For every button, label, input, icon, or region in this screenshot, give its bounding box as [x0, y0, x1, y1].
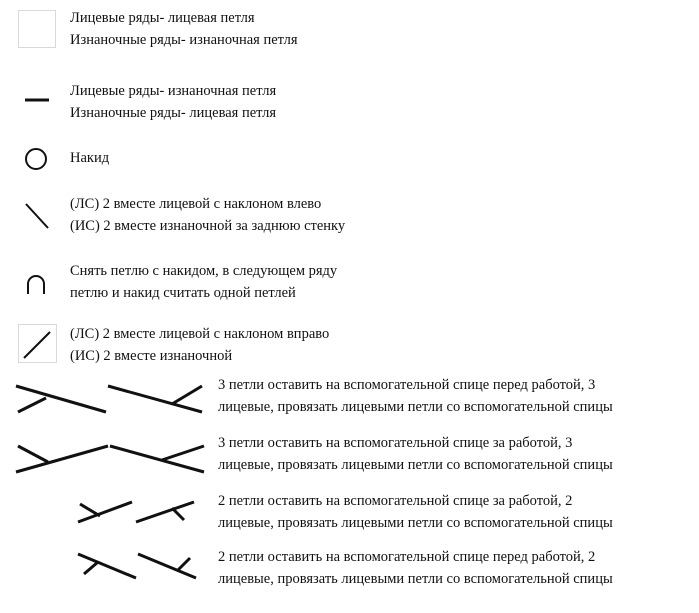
legend-item-cable-3x3-back [218, 432, 613, 476]
yarn-over-symbol [16, 144, 56, 174]
legend-text-line: Снять петлю с накидом, в следующем ряду [70, 263, 338, 279]
legend-text-line: Изнаночные ряды- изнаночная петля [70, 32, 298, 48]
decrease-right-symbol [18, 324, 58, 364]
legend-item-cable-2x2-front [218, 546, 613, 590]
legend-item-knit-stitch [70, 7, 298, 51]
purl-stitch-symbol [16, 88, 56, 112]
legend-text-line: Изнаночные ряды- лицевая петля [70, 105, 277, 121]
legend-text-line: 2 петли оставить на вспомогательной спице перед работой, 2 [218, 549, 596, 565]
legend-item-decrease-left [70, 193, 345, 237]
legend-text-line: (ИС) 2 вместе изнаночной [70, 348, 233, 364]
legend-text-line: 2 петли оставить на вспомогательной спице за работой, 2 [218, 493, 573, 509]
legend-item-slip-stitch [70, 260, 337, 304]
legend-item-purl-stitch [70, 80, 276, 124]
slip-stitch-symbol [16, 266, 56, 298]
legend-item-yarn-over [70, 147, 109, 169]
legend-text-line: 3 петли оставить на вспомогательной спице перед работой, 3 [218, 377, 596, 393]
knit-stitch-symbol [18, 10, 56, 48]
legend-text-line: лицевые, провязать лицевыми петли со вспомогательной спицы [218, 571, 613, 587]
cable-3x3-back-symbol [12, 438, 212, 480]
cable-2x2-front-symbol [74, 548, 204, 584]
legend-text-line: петлю и накид считать одной петлей [70, 285, 296, 301]
cable-3x3-front-symbol [12, 378, 212, 420]
legend-item-cable-2x2-back [218, 490, 613, 534]
legend-text-line: Лицевые ряды- изнаночная петля [70, 83, 277, 99]
legend-text-line: Лицевые ряды- лицевая петля [70, 10, 255, 26]
legend-text-line: лицевые, провязать лицевыми петли со вспомогательной спицы [218, 515, 613, 531]
cable-2x2-back-symbol [74, 494, 204, 530]
legend-text-line: лицевые, провязать лицевыми петли со вспомогательной спицы [218, 457, 613, 473]
legend-text-line: (ЛС) 2 вместе лицевой с наклоном вправо [70, 326, 330, 342]
legend-item-decrease-right [70, 323, 329, 367]
legend-text-line: 3 петли оставить на вспомогательной спице за работой, 3 [218, 435, 573, 451]
legend-text-line: (ИС) 2 вместе изнаночной за заднюю стенку [70, 218, 346, 234]
legend-text-line: лицевые, провязать лицевыми петли со вспомогательной спицы [218, 399, 613, 415]
decrease-left-symbol [16, 198, 56, 234]
legend-text-line: Накид [70, 150, 110, 166]
legend-text-line: (ЛС) 2 вместе лицевой с наклоном влево [70, 196, 322, 212]
legend-item-cable-3x3-front [218, 374, 613, 418]
